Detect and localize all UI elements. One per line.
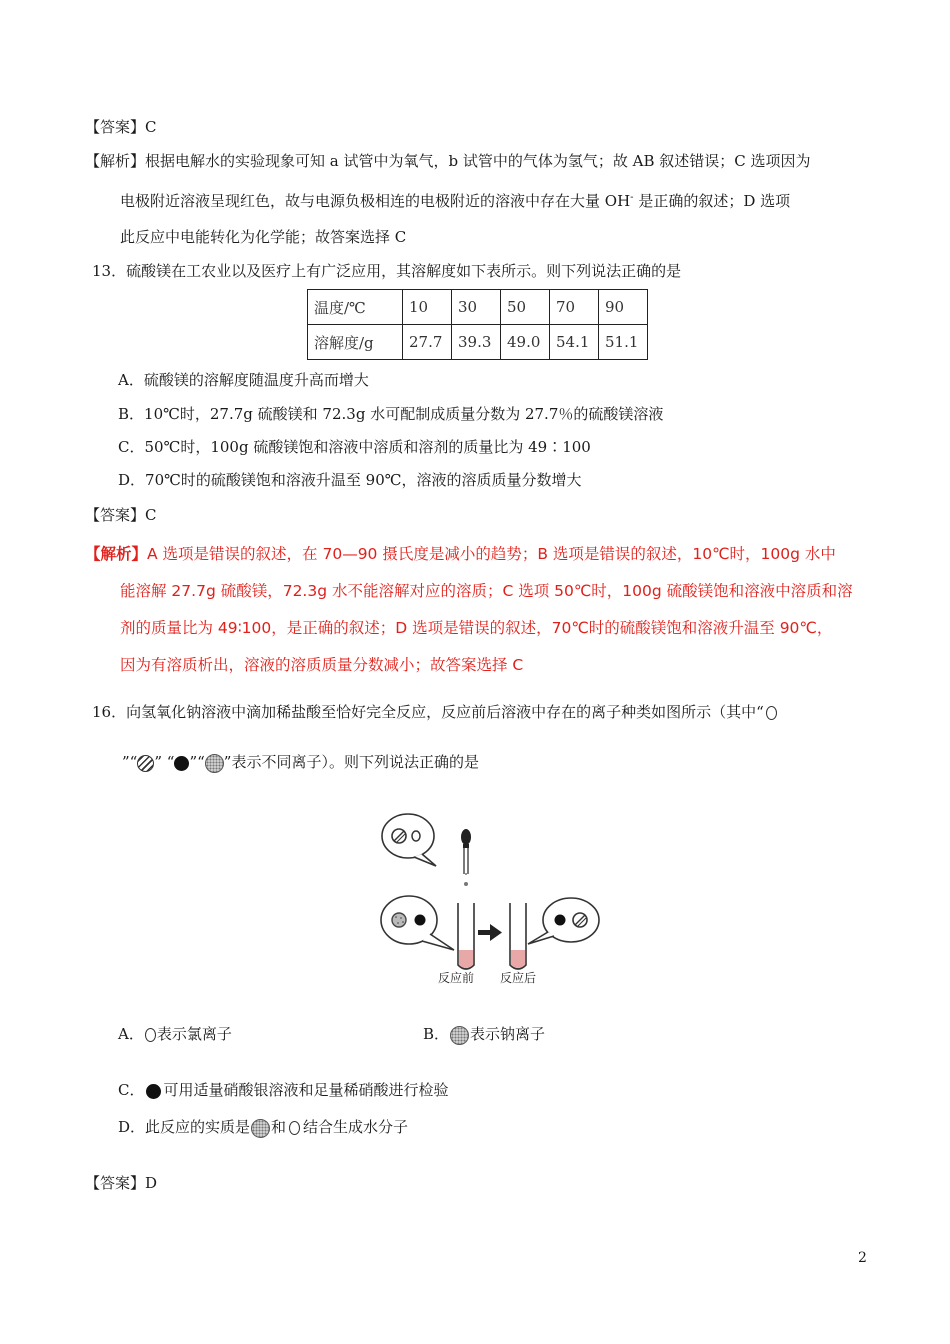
q12-oh-superscript: -	[630, 192, 634, 203]
table-cell: 49.0	[501, 325, 550, 360]
option-b-text: 表示钠离子	[470, 1025, 546, 1043]
label-after: 反应后	[500, 971, 537, 985]
q13-option-c: C．50℃时，100g 硫酸镁饱和溶液中溶质和溶剂的质量比为 49∶100	[118, 438, 591, 456]
table-header-temperature: 温度/℃	[308, 290, 403, 325]
quote-mark: ”“	[189, 753, 205, 771]
dotted-ion-icon	[205, 754, 224, 773]
q12-analysis-label: 【解析】	[85, 152, 146, 170]
hollow-ion-icon	[766, 706, 777, 720]
q13-analysis-line-3: 剂的质量比为 49∶100，是正确的叙述；D 选项是错误的叙述，70℃时的硫酸镁饱和溶液升温至 90℃，	[120, 619, 833, 637]
q12-analysis-text-2b: 是正确的叙述；D 选项	[633, 192, 791, 210]
naoh-bubble	[381, 896, 454, 950]
q16-stem-text-1: 16．向氢氧化钠溶液中滴加稀盐酸至恰好完全反应，反应前后溶液中存在的离子种类如图所示（其中“	[92, 703, 764, 721]
option-b-prefix: B．	[423, 1025, 450, 1043]
table-cell: 54.1	[550, 325, 599, 360]
q13-answer: 【答案】C	[85, 506, 157, 524]
black-ion-icon	[555, 915, 566, 926]
page-number: 2	[858, 1250, 867, 1266]
q16-option-c	[118, 1080, 449, 1100]
q12-analysis-line-3: 此反应中电能转化为化学能；故答案选择 C	[120, 228, 407, 246]
dropper-icon	[461, 829, 471, 886]
solubility-table	[307, 289, 648, 360]
q16-option-b	[423, 1024, 545, 1045]
table-cell: 90	[599, 290, 648, 325]
hatched-ion-icon	[137, 755, 154, 772]
q16-answer: 【答案】D	[85, 1174, 158, 1192]
arrow-right-icon	[478, 924, 502, 941]
q12-analysis-line-1	[85, 151, 811, 171]
quote-mark: ” “	[154, 753, 175, 771]
hcl-bubble	[382, 814, 436, 866]
q16-stem-line-2	[122, 752, 479, 773]
hollow-ion-icon	[412, 831, 420, 841]
option-a-prefix: A．	[118, 1025, 144, 1043]
option-d-prefix: D．此反应的实质是	[118, 1118, 251, 1136]
hollow-ion-icon	[289, 1121, 300, 1135]
q16-option-a	[118, 1024, 232, 1044]
table-row-solubility	[308, 325, 648, 360]
q12-analysis-line-2	[120, 188, 790, 211]
option-c-prefix: C．	[118, 1081, 145, 1099]
table-cell: 30	[452, 290, 501, 325]
table-cell: 70	[550, 290, 599, 325]
option-c-text: 可用适量硝酸银溶液和足量稀硝酸进行检验	[163, 1081, 449, 1099]
q13-analysis-line-4: 因为有溶质析出，溶液的溶质质量分数减小；故答案选择 C	[120, 656, 524, 674]
quote-mark: ”“	[122, 753, 138, 771]
table-cell: 10	[403, 290, 452, 325]
q16-option-d	[118, 1117, 408, 1138]
table-cell: 39.3	[452, 325, 501, 360]
q16-stem-text-2: ”表示不同离子）。则下列说法正确的是	[223, 753, 479, 771]
q13-option-a: A．硫酸镁的溶解度随温度升高而增大	[118, 371, 369, 389]
q16-stem-line-1	[92, 702, 777, 722]
label-before: 反应前	[438, 971, 475, 985]
test-tube-before	[458, 903, 474, 969]
q12-answer: 【答案】C	[85, 118, 157, 136]
reaction-diagram	[378, 810, 604, 990]
q13-option-d: D．70℃时的硫酸镁饱和溶液升温至 90℃，溶液的溶质质量分数增大	[118, 471, 582, 489]
option-d-end: 结合生成水分子	[303, 1118, 409, 1136]
hollow-ion-icon	[145, 1028, 156, 1042]
table-cell: 51.1	[599, 325, 648, 360]
nacl-bubble	[528, 898, 599, 944]
option-d-mid: 和	[271, 1118, 287, 1136]
table-cell: 50	[501, 290, 550, 325]
dotted-ion-icon	[392, 913, 406, 927]
q13-stem: 13．硫酸镁在工农业以及医疗上有广泛应用，其溶解度如下表所示。则下列说法正确的是	[92, 262, 682, 280]
table-header-solubility: 溶解度/g	[308, 325, 403, 360]
test-tube-after	[510, 903, 526, 969]
option-a-text: 表示氯离子	[156, 1025, 232, 1043]
black-ion-icon	[415, 915, 426, 926]
q12-analysis-text-2a: 电极附近溶液呈现红色，故与电源负极相连的电极附近的溶液中存在大量 OH	[120, 192, 631, 210]
q13-analysis-text-1: A 选项是错误的叙述，在 70—90 摄氏度是减小的趋势；B 选项是错误的叙述，10℃时，100g 水中	[147, 545, 836, 563]
q13-analysis-line-1	[85, 544, 836, 564]
table-row-temperature	[308, 290, 648, 325]
dotted-ion-icon	[251, 1119, 270, 1138]
q13-analysis-line-2: 能溶解 27.7g 硫酸镁，72.3g 水不能溶解对应的溶质；C 选项 50℃时，100g 硫酸镁饱和溶液中溶质和溶	[120, 582, 853, 600]
black-ion-icon	[174, 756, 189, 771]
black-ion-icon	[146, 1084, 161, 1099]
q13-option-b: B．10℃时，27.7g 硫酸镁和 72.3g 水可配制成质量分数为 27.7％的硫酸镁溶液	[118, 405, 664, 423]
dotted-ion-icon	[450, 1026, 469, 1045]
q12-analysis-text-1: 根据电解水的实验现象可知 a 试管中为氧气，b 试管中的气体为氢气；故 AB 叙述错误；C 选项因为	[145, 152, 811, 170]
q13-analysis-label: 【解析】	[85, 545, 148, 563]
table-cell: 27.7	[403, 325, 452, 360]
